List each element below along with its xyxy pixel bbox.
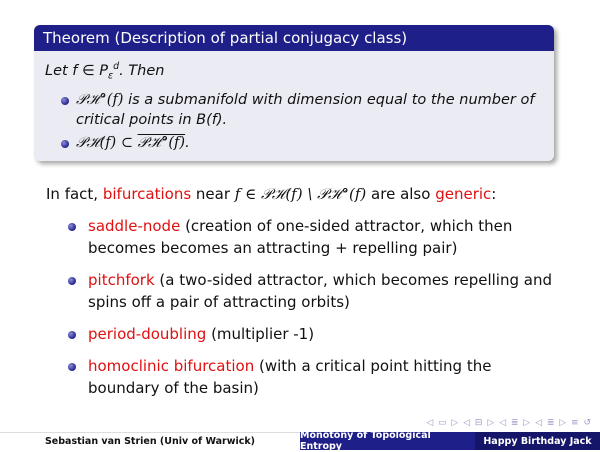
main-content [46,183,566,409]
theorem-body [34,51,554,161]
let-sup: d [113,61,120,72]
then-text: . Then [119,62,165,79]
item-text: (creation of one-sided attractor, which then becomes becomes an attracting + repelling pair) [88,217,513,257]
intro-generic: generic [435,185,492,203]
item-text: (with a critical point hitting the boundary of the basin) [88,357,492,397]
bullet1-text: is a submanifold with dimension equal to the number of critical points in [76,91,535,128]
item-text: (multiplier -1) [206,325,315,343]
bullet1-math: 𝒫ℋ°(f) [76,91,124,108]
footer-title: Monotony of Topological Entropy [300,432,475,450]
footer-date: Happy Birthday Jack [475,432,600,450]
item-term: period-doubling [88,325,207,343]
bullet1-end: . [222,111,228,128]
navigation-controls[interactable]: ◁ ▭ ▷ ◁ ⊟ ▷ ◁ ≣ ▷ ◁ ≣ ▷ ≡ ↺ [426,418,592,428]
bullet-icon [68,277,76,285]
bullet1-math2: B(f) [196,111,223,128]
item-term: saddle-node [88,217,181,235]
let-sub: ε [108,70,114,82]
theorem-bullet-1 [53,90,544,130]
bullet2-end: . [185,134,190,151]
intro-d: : [491,185,497,203]
bullet2-math-b: 𝒫ℋ°(f) [137,134,186,151]
bullet-icon [61,97,69,105]
intro-bifurcations: bifurcations [102,185,192,203]
bullet-icon [68,331,76,339]
item-term: homoclinic bifurcation [88,357,255,375]
list-item [66,355,566,399]
item-term: pitchfork [88,271,155,289]
footer-bar [0,432,600,450]
list-item [66,215,566,259]
let-text: Let f ∈ P [45,62,108,79]
footer-author: Sebastian van Strien (Univ of Warwick) [0,432,300,450]
list-item [66,323,566,345]
theorem-bullet-2 [53,133,544,153]
intro-a: In fact, [46,185,103,203]
intro-b: near [191,185,235,203]
item-text: (a two-sided attractor, which becomes repelling and spins off a pair of attracting orbits) [88,271,552,311]
theorem-title: Theorem (Description of partial conjugacy class) [34,25,554,51]
theorem-hypothesis [45,57,544,87]
intro-math: f ∈ 𝒫ℋ(f) \ 𝒫ℋ°(f) [234,185,367,203]
list-item [66,269,566,313]
bullet-icon [68,363,76,371]
intro-c: are also [366,185,436,203]
theorem-block [34,25,554,161]
bullet-icon [68,223,76,231]
intro-line [46,183,566,205]
bullet2-math-a: 𝒫ℋ(f) ⊂ [76,134,138,151]
bullet-icon [61,140,69,148]
